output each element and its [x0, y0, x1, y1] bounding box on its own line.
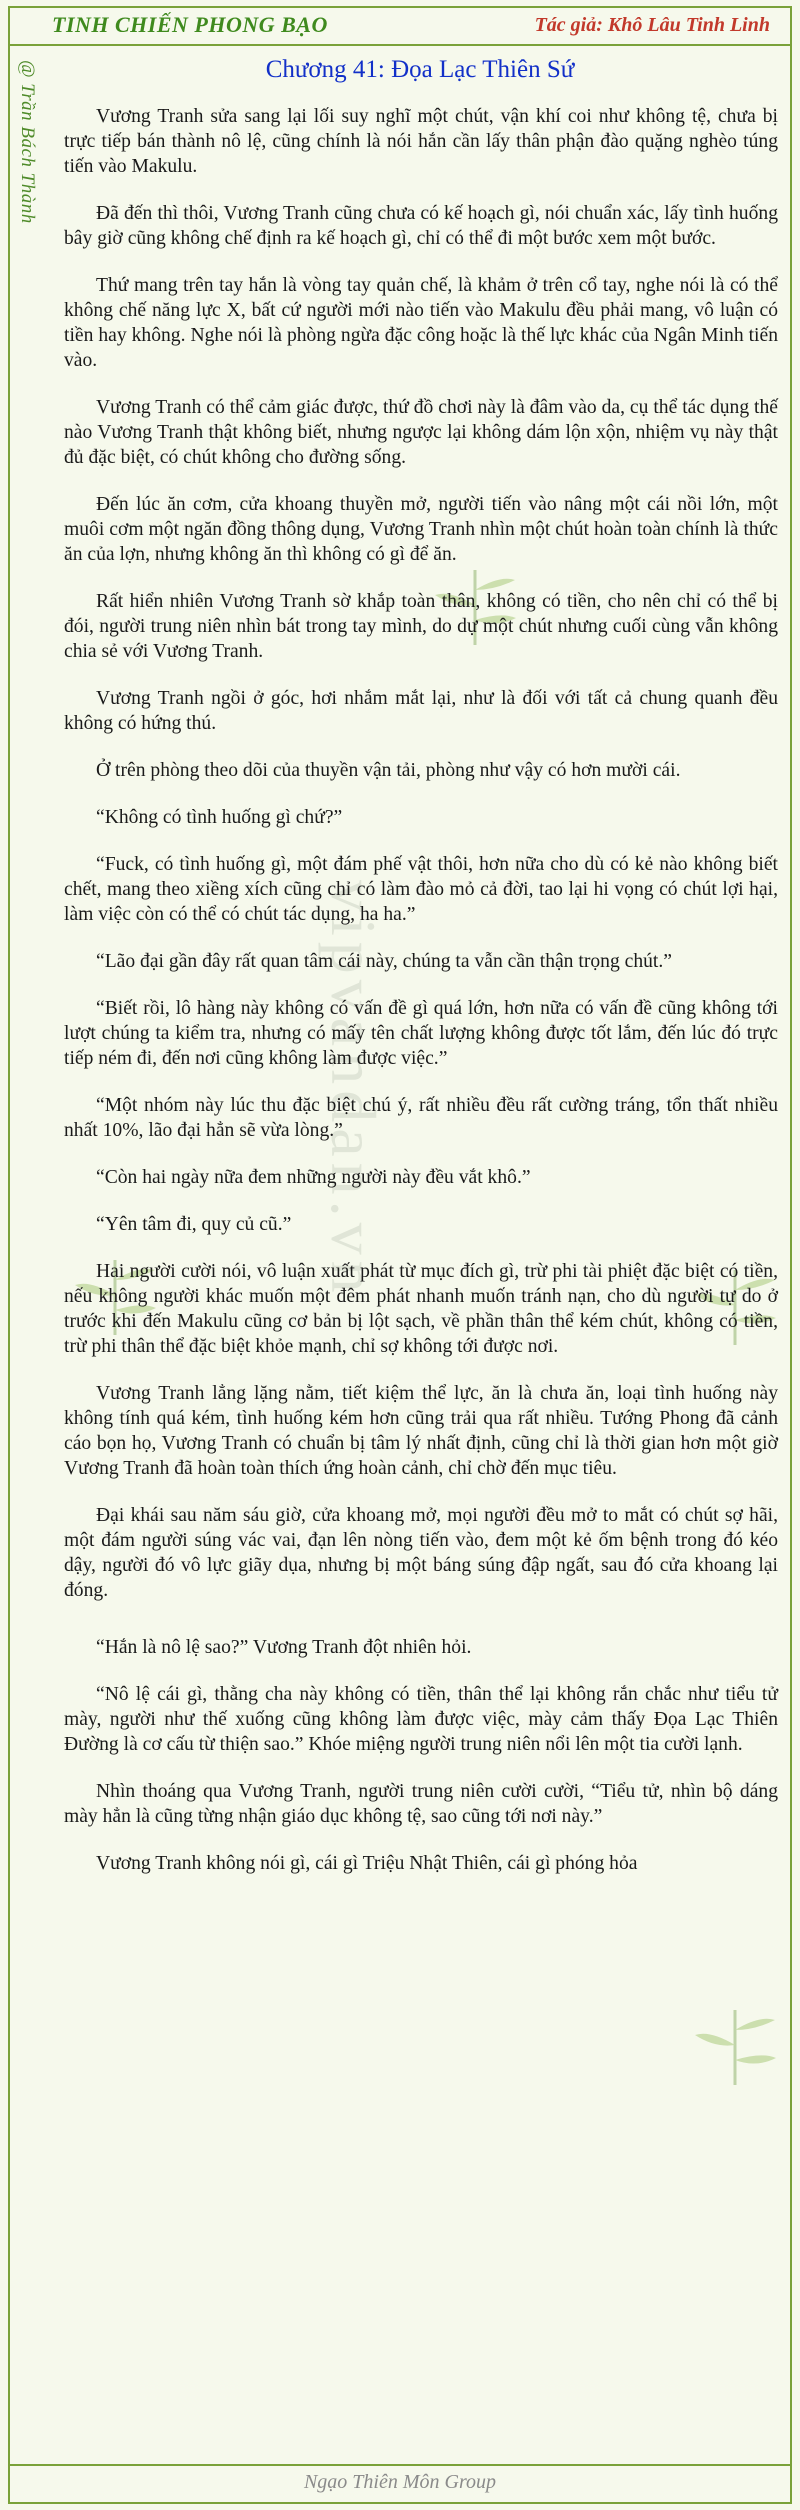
side-credit: @ Trần Bách Thành [17, 60, 38, 224]
paragraph: Vương Tranh sửa sang lại lối suy nghĩ một chút, vận khí coi như không tệ, chưa bị trực tiếp bán thành nô lệ, cũng chính là nói hắn cần lấy thân phận đào quặng nghèo túng tiến vào Makulu. [64, 106, 778, 177]
paragraph: Ở trên phòng theo dõi của thuyền vận tải, phòng như vậy có hơn mười cái. [96, 760, 681, 781]
paragraph: Nhìn thoáng qua Vương Tranh, người trung niên cười cười, “Tiểu tử, nhìn bộ dáng mày hẳn là cũng từng nhận giáo dục không tệ, sao cũng tới nơi này.” [64, 1781, 778, 1827]
paragraph: “Fuck, có tình huống gì, một đám phế vật thôi, hơn nữa cho dù có kẻ nào không biết chết, mang theo xiềng xích cũng chỉ có làm đào mỏ cả đời, tao lại hi vọng có chút lợi hại, làm việc còn có thể có chút tác dụng, ha ha.” [64, 854, 778, 925]
paragraph: “Nô lệ cái gì, thằng cha này không có tiền, thân thể lại không rắn chắc như tiểu tử mày, người như thế xuống cũng không làm được việc, mày cảm thấy Đọa Lạc Thiên Đường là cơ cấu từ thiện sao.” Khóe miệng người trung niên nổi lên một tia cười lạnh. [64, 1684, 778, 1755]
page-header [8, 6, 792, 46]
paragraph: “Biết rồi, lô hàng này không có vấn đề gì quá lớn, hơn nữa có vấn đề cũng không tới lượt chúng ta kiểm tra, nhưng có mấy tên chất lượng không được tốt lắm, đến lúc đó trực tiếp ném đi, đến nơi cũng không làm được việc.” [64, 998, 778, 1069]
paragraph: Vương Tranh không nói gì, cái gì Triệu Nhật Thiên, cái gì phóng hỏa [96, 1853, 638, 1874]
paragraph: “Hắn là nô lệ sao?” Vương Tranh đột nhiên hỏi. [96, 1637, 472, 1658]
paragraph: “Yên tâm đi, quy củ cũ.” [96, 1214, 292, 1235]
chapter-title: Chương 41: Đọa Lạc Thiên Sứ [265, 56, 575, 83]
paragraph: “Không có tình huống gì chứ?” [96, 807, 343, 828]
paragraph: Vương Tranh lẳng lặng nằm, tiết kiệm thể lực, ăn là chưa ăn, loại tình huống này không tính quá kém, tình huống kém hơn cũng trải qua rất nhiều. Tướng Phong đã cảnh cáo bọn họ, Vương Tranh có chuẩn bị tâm lý nhất định, cũng chỉ là thời gian hơn một giờ Vương Tranh đã hoàn toàn thích ứng hoàn cảnh, chỉ chờ đến mục tiêu. [64, 1383, 778, 1479]
author-credit: Tác giả: Khô Lâu Tinh Linh [534, 14, 770, 36]
paragraph: Rất hiển nhiên Vương Tranh sờ khắp toàn thân, không có tiền, cho nên chỉ có thể bị đói, người trung niên nhìn bát trong tay mình, do dự một chút nhưng cuối cùng vẫn không chia sẻ với Vương Tranh. [64, 591, 778, 662]
paragraph: “Một nhóm này lúc thu đặc biệt chú ý, rất nhiều đều rất cường tráng, tổn thất nhiều nhất 10%, lão đại hẳn sẽ vừa lòng.” [64, 1095, 778, 1141]
paragraph: Thứ mang trên tay hắn là vòng tay quản chế, là khảm ở trên cổ tay, nghe nói là có thể không chế năng lực X, bất cứ người mới nào tiến vào Makulu đều phải mang, vô luận có tiền hay không. Nghe nói là phòng ngừa đặc công hoặc là thế lực khác của Ngân Minh tiến vào. [64, 275, 778, 371]
book-title: TINH CHIẾN PHONG BẠO [52, 12, 328, 37]
paragraph: Hai người cười nói, vô luận xuất phát từ mục đích gì, trừ phi tài phiệt đặc biệt có tiền, nếu không người khác muốn một đêm phát nhanh muốn tránh nạn, cho dù người tự do ở trước khi đến Makulu cũng cơ bản bị lột sạch, về phần thân thể kém chút, không có tiền, trừ phi thân thể đặc biệt khỏe mạnh, chỉ sợ không tới được nơi. [64, 1261, 778, 1357]
paragraph: Đến lúc ăn cơm, cửa khoang thuyền mở, người tiến vào nâng một cái nồi lớn, một muôi cơm một ngăn đồng thông dụng, Vương Tranh nhìn một chút hoàn toàn chính là thức ăn của lợn, nhưng không ăn thì không có gì để ăn. [64, 494, 778, 565]
paragraph: “Còn hai ngày nữa đem những người này đều vắt khô.” [96, 1167, 531, 1188]
bamboo-leaf-icon [690, 2000, 780, 2090]
paragraph: Đại khái sau năm sáu giờ, cửa khoang mở, mọi người đều mở to mắt có chút sợ hãi, một đám người súng vác vai, đạn lên nòng tiến vào, đem một kẻ ốm bệnh trong đó kéo dậy, người đó vô lực giãy dụa, nhưng bị một báng súng đập ngất, sau đó cửa khoang lại đóng. [64, 1505, 778, 1601]
watermark: vipvandan.vn [318, 880, 389, 1299]
footer-credit: Ngạo Thiên Môn Group [303, 2471, 497, 2493]
paragraph: Vương Tranh có thể cảm giác được, thứ đồ chơi này là đâm vào da, cụ thể tác dụng thế nào Vương Tranh thật không biết, nhưng ngược lại không dám lộn xộn, nhiệm vụ này thật đủ đặc biệt, có chút không cho đường sống. [64, 397, 778, 468]
paragraph: “Lão đại gần đây rất quan tâm cái này, chúng ta vẫn cần thận trọng chút.” [96, 951, 672, 972]
footer-divider [8, 2464, 792, 2466]
paragraph: Đã đến thì thôi, Vương Tranh cũng chưa có kế hoạch gì, nói chuẩn xác, lấy tình huống bây giờ cũng không chế định ra kế hoạch gì, chỉ có thể đi một bước xem một bước. [64, 203, 778, 249]
chapter-content [64, 104, 778, 1898]
paragraph: Vương Tranh ngồi ở góc, hơi nhắm mắt lại, như là đối với tất cả chung quanh đều không có hứng thú. [64, 688, 778, 734]
